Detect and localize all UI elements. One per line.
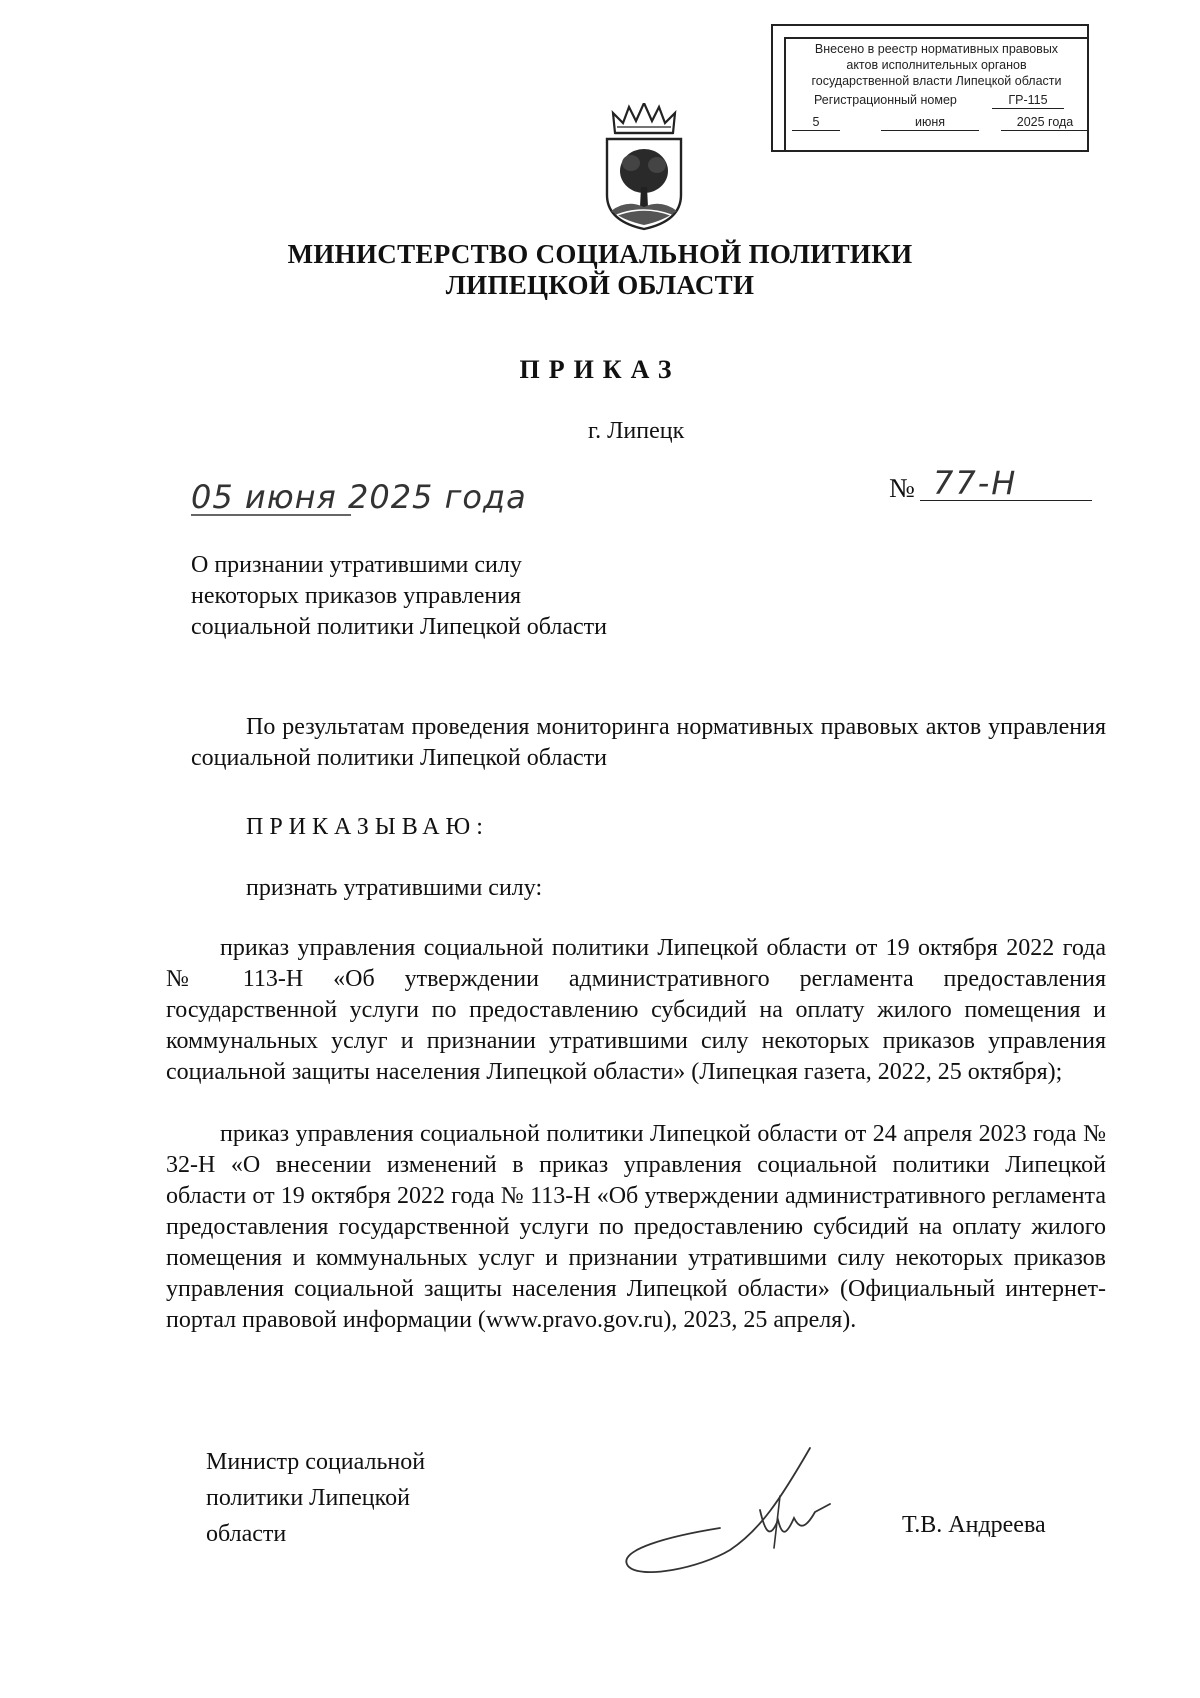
registry-stamp xyxy=(771,24,1089,152)
registry-stamp-frame xyxy=(784,37,1087,150)
stamp-reg-label: Регистрационный номер xyxy=(814,93,957,107)
stamp-day: 5 xyxy=(792,114,840,131)
stamp-line-1: Внесено в реестр нормативных правовых xyxy=(814,42,1059,56)
city: г. Липецк xyxy=(588,418,685,444)
subject-line-2: некоторых приказов управления xyxy=(191,583,522,609)
subject-line-1: О признании утратившими силу xyxy=(191,552,522,578)
stamp-reg-number: ГР-115 xyxy=(992,92,1064,109)
stamp-line-3: государственной власти Липецкой области xyxy=(811,74,1062,88)
coat-of-arms-emblem xyxy=(603,103,685,231)
signatory-title-line-3: области xyxy=(206,1521,287,1547)
order-subject xyxy=(191,550,607,643)
signatory-title-line-1: Министр социальной xyxy=(206,1449,426,1475)
handwritten-signature xyxy=(610,1440,840,1580)
signatory-title xyxy=(206,1444,425,1552)
order-word: ПРИКАЗЫВАЮ: xyxy=(246,814,489,840)
order-date-handwritten: 05 июня 2025 года xyxy=(191,478,527,516)
stamp-year: 2025 года xyxy=(1001,114,1089,131)
order-number-label: № xyxy=(889,473,915,503)
ministry-name-line-1: МИНИСТЕРСТВО СОЦИАЛЬНОЙ ПОЛИТИКИ xyxy=(287,239,913,269)
stamp-line-2: актов исполнительных органов xyxy=(846,58,1027,72)
preamble-paragraph: По результатам проведения мониторинга нормативных правовых актов управления социальной политики Липецкой области xyxy=(191,714,1106,771)
signatory-name: Т.В. Андреева xyxy=(902,1512,1046,1538)
subject-line-3: социальной политики Липецкой области xyxy=(191,614,607,640)
stamp-month: июня xyxy=(881,114,979,131)
order-number-handwritten: 77-Н xyxy=(933,464,1018,502)
repealed-item-1: приказ управления социальной политики Липецкой области от 19 октября 2022 года № 113-Н «Об утверждении административного регламента предоставления государственной услуги по предоставлению субсидий на оплату жилого помещения и коммунальных услуг и признании утратившими силу некоторых приказов управления социальной защиты населения Липецкой области» (Липецкая газета, 2022, 25 октября); xyxy=(166,935,1106,1085)
document-type-title: ПРИКАЗ xyxy=(519,355,681,384)
signatory-title-line-2: политики Липецкой xyxy=(206,1485,410,1511)
order-intro: признать утратившими силу: xyxy=(246,875,543,901)
repealed-item-2: приказ управления социальной политики Липецкой области от 24 апреля 2023 года № 32-Н «О внесении изменений в приказ управления социальной политики Липецкой области от 19 октября 2022 года № 113-Н «Об утверждении административного регламента предоставления государственной услуги по предоставлению субсидий на оплату жилого помещения и коммунальных услуг и признании утратившими силу некоторых приказов управления социальной защиты населения Липецкой области» (Официальный интернет-портал правовой информации (www.pravo.gov.ru), 2023, 25 апреля). xyxy=(166,1121,1106,1333)
date-underline xyxy=(191,512,351,518)
ministry-name-line-2: ЛИПЕЦКОЙ ОБЛАСТИ xyxy=(445,270,755,300)
